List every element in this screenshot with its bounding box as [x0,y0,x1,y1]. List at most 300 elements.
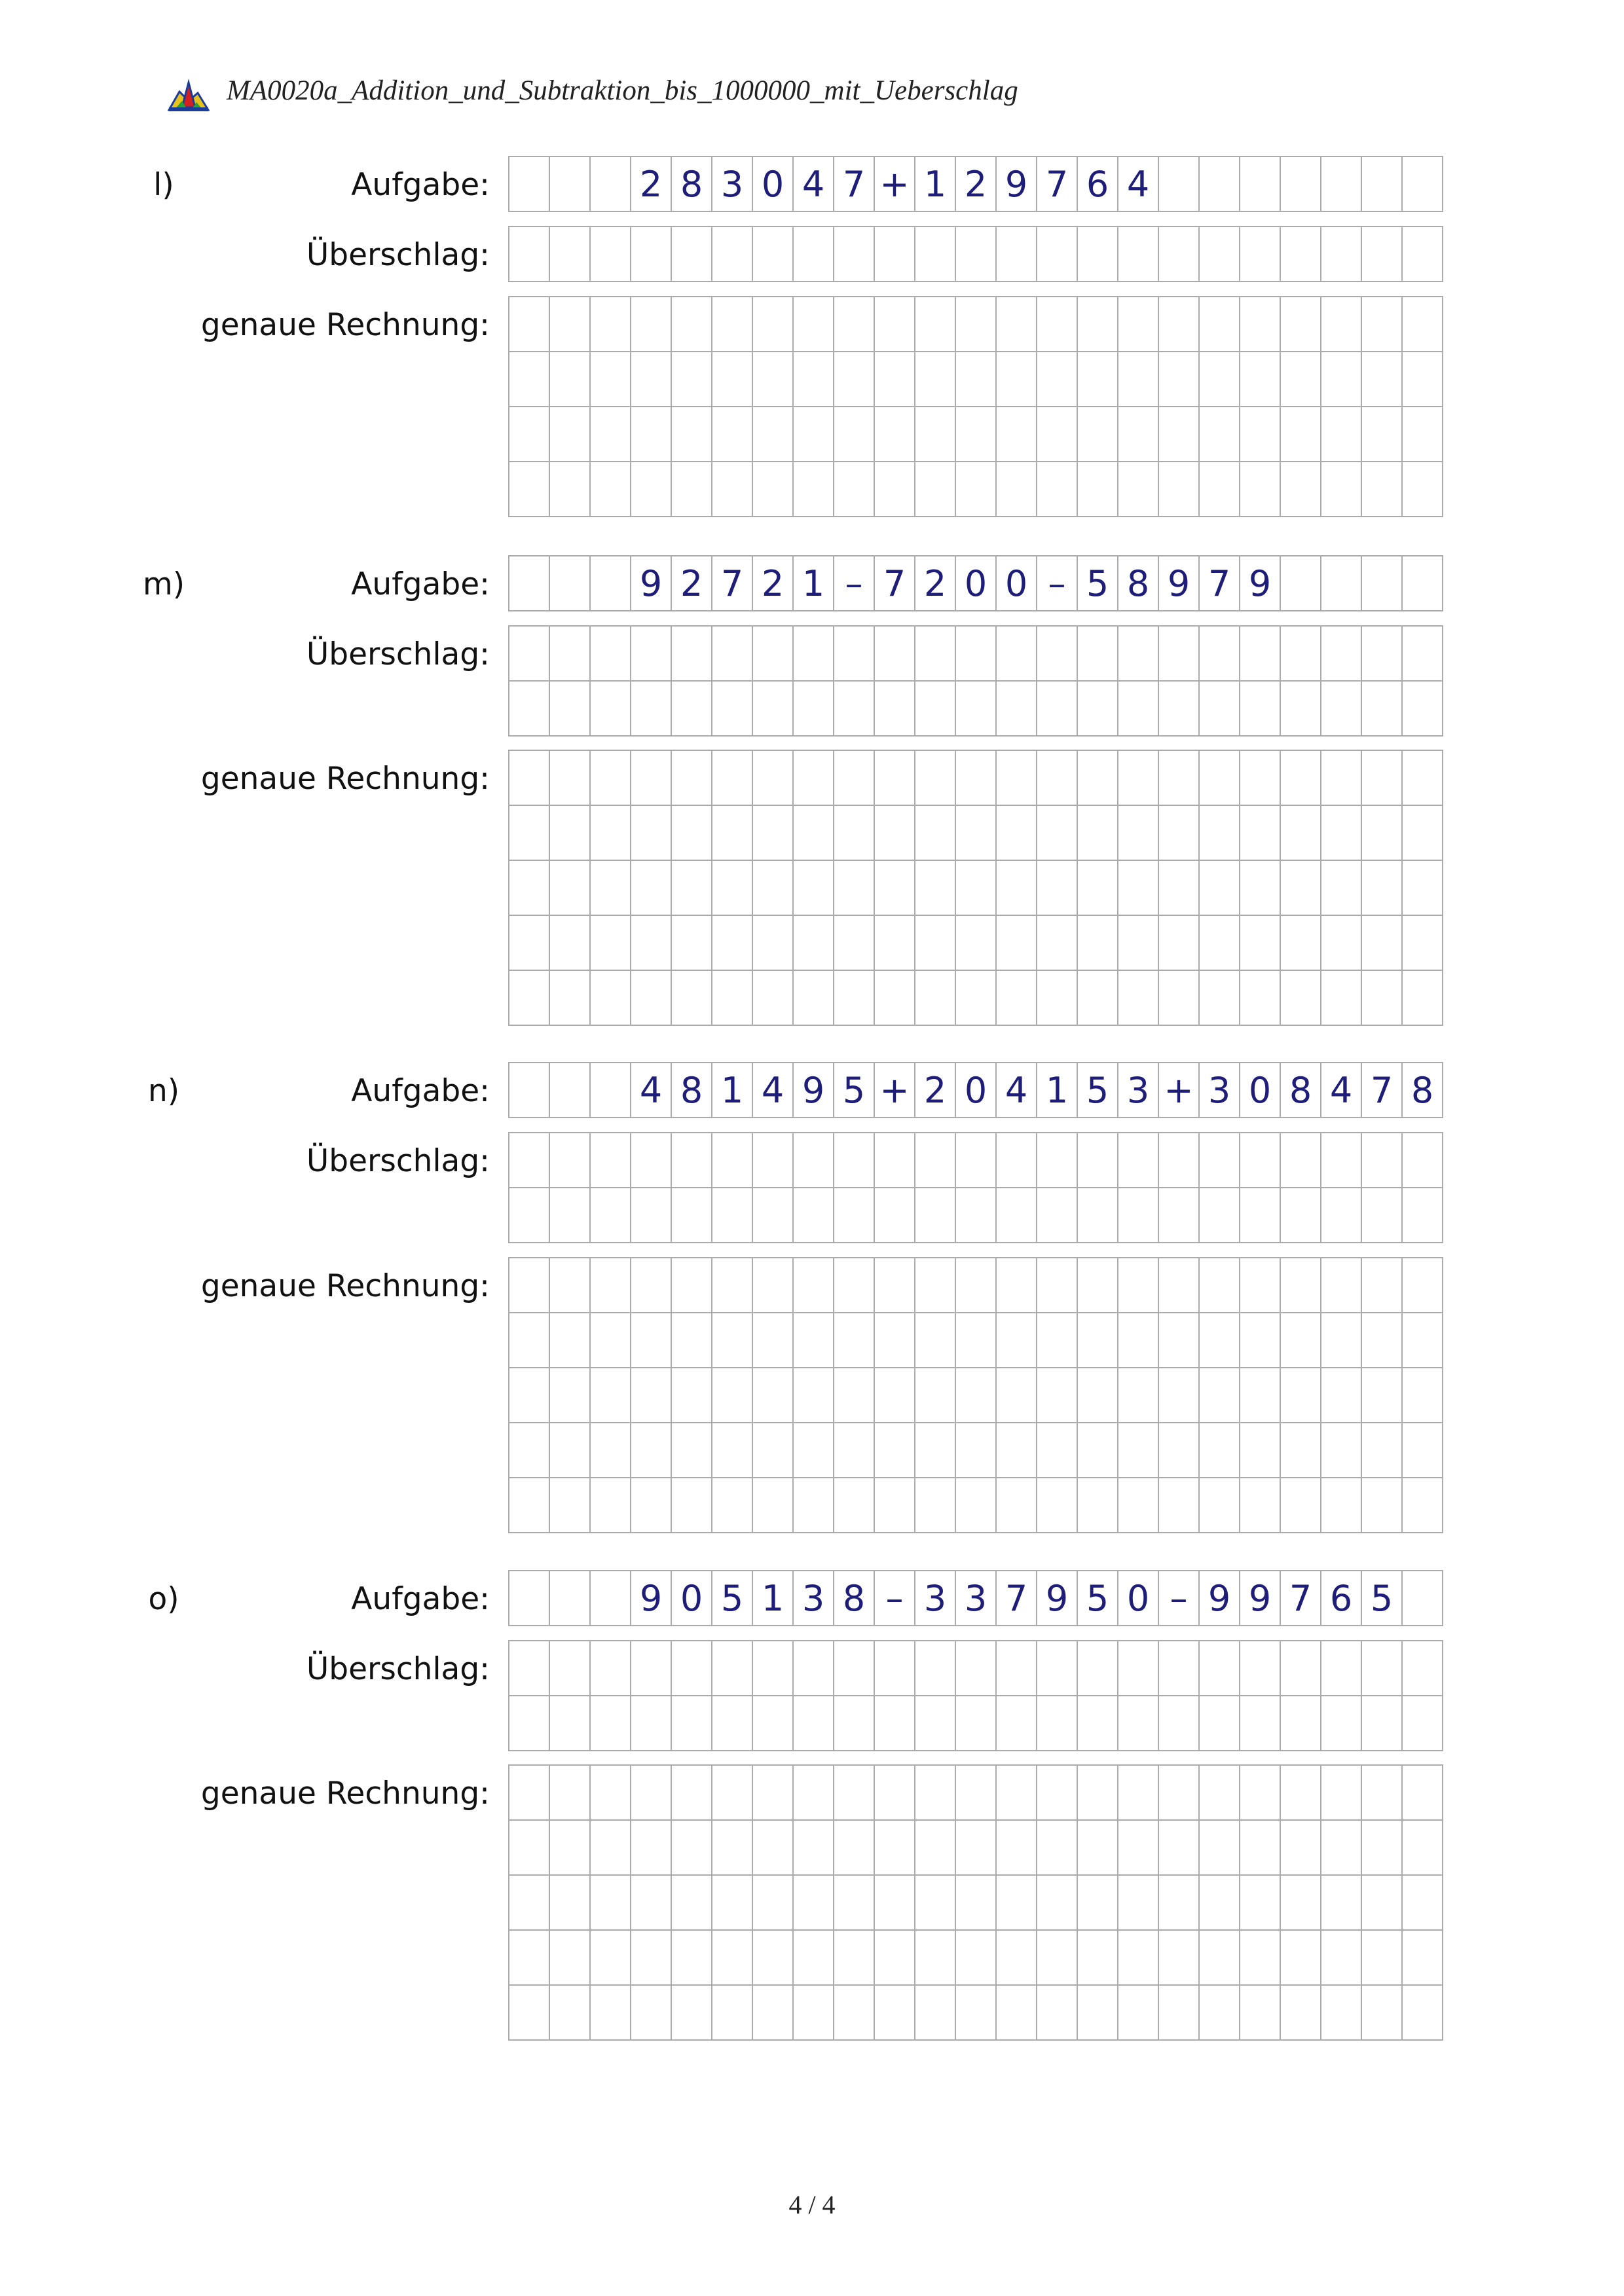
grid-cell[interactable] [550,227,591,282]
grid-cell[interactable] [753,297,794,352]
grid-cell[interactable] [1200,462,1240,517]
expression-char[interactable]: 9 [1240,1571,1281,1626]
expression-char[interactable]: 8 [672,1063,712,1118]
grid-cell[interactable] [753,1423,794,1478]
grid-cell[interactable] [1281,1766,1321,1821]
grid-cell[interactable] [1403,1696,1443,1751]
grid-cell[interactable] [1037,1696,1078,1751]
grid-cell[interactable] [1037,1478,1078,1533]
grid-cell[interactable] [1118,407,1159,462]
grid-cell[interactable] [1037,751,1078,806]
grid-cell[interactable] [1037,1423,1078,1478]
grid-cell[interactable] [672,1188,712,1243]
grid-cell[interactable] [1078,1876,1118,1931]
expression-char[interactable]: + [875,157,915,212]
grid-cell[interactable] [1403,682,1443,737]
grid-cell[interactable] [794,1313,834,1368]
aufgabe-grid[interactable] [508,1062,1443,1118]
grid-cell[interactable] [834,806,875,861]
grid-cell[interactable] [1078,916,1118,971]
grid-cell[interactable] [956,806,997,861]
grid-cell[interactable] [550,1258,591,1313]
grid-cell[interactable] [1200,352,1240,407]
expression-char[interactable]: 0 [753,157,794,212]
grid-cell[interactable] [875,627,915,682]
grid-cell[interactable] [1362,1313,1403,1368]
grid-cell[interactable] [1159,1876,1200,1931]
grid-cell[interactable] [834,1188,875,1243]
grid-cell[interactable] [1362,1188,1403,1243]
grid-cell[interactable] [1200,157,1240,212]
grid-cell[interactable] [1037,1188,1078,1243]
grid-cell[interactable] [509,157,550,212]
grid-cell[interactable] [875,1641,915,1696]
grid-cell[interactable] [915,1821,956,1876]
grid-cell[interactable] [631,297,672,352]
grid-cell[interactable] [1362,916,1403,971]
expression-char[interactable]: 3 [1118,1063,1159,1118]
grid-cell[interactable] [794,1696,834,1751]
grid-cell[interactable] [875,462,915,517]
grid-cell[interactable] [915,1313,956,1368]
grid-cell[interactable] [1118,297,1159,352]
grid-cell[interactable] [875,407,915,462]
grid-cell[interactable] [509,1258,550,1313]
grid-cell[interactable] [915,1368,956,1423]
expression-char[interactable]: 5 [1078,1063,1118,1118]
grid-cell[interactable] [956,297,997,352]
grid-cell[interactable] [631,1821,672,1876]
grid-cell[interactable] [1118,227,1159,282]
grid-cell[interactable] [712,462,753,517]
grid-cell[interactable] [997,297,1037,352]
grid-cell[interactable] [1240,751,1281,806]
grid-cell[interactable] [1200,1641,1240,1696]
grid-cell[interactable] [550,1821,591,1876]
grid-cell[interactable] [712,1313,753,1368]
grid-cell[interactable] [956,1258,997,1313]
grid-cell[interactable] [712,1821,753,1876]
grid-cell[interactable] [915,1766,956,1821]
grid-cell[interactable] [712,1188,753,1243]
grid-cell[interactable] [794,1821,834,1876]
grid-cell[interactable] [997,1258,1037,1313]
grid-cell[interactable] [997,861,1037,916]
grid-cell[interactable] [1037,627,1078,682]
grid-cell[interactable] [1078,1368,1118,1423]
grid-cell[interactable] [1321,682,1362,737]
grid-cell[interactable] [672,1821,712,1876]
grid-cell[interactable] [1321,1931,1362,1986]
grid-cell[interactable] [1362,1876,1403,1931]
grid-cell[interactable] [672,1641,712,1696]
grid-cell[interactable] [1159,971,1200,1026]
grid-cell[interactable] [1362,1696,1403,1751]
grid-cell[interactable] [753,861,794,916]
grid-cell[interactable] [591,916,631,971]
grid-cell[interactable] [794,861,834,916]
expression-char[interactable]: 1 [794,556,834,611]
grid-cell[interactable] [1078,1258,1118,1313]
grid-cell[interactable] [1159,462,1200,517]
grid-cell[interactable] [591,971,631,1026]
grid-cell[interactable] [672,1368,712,1423]
expression-char[interactable]: 5 [834,1063,875,1118]
ueberschlag-grid[interactable] [508,226,1443,282]
grid-cell[interactable] [591,556,631,611]
grid-cell[interactable] [1403,1571,1443,1626]
grid-cell[interactable] [712,1423,753,1478]
grid-cell[interactable] [875,352,915,407]
grid-cell[interactable] [1078,462,1118,517]
grid-cell[interactable] [1281,1188,1321,1243]
grid-cell[interactable] [875,682,915,737]
grid-cell[interactable] [631,1986,672,2041]
grid-cell[interactable] [712,861,753,916]
grid-cell[interactable] [509,971,550,1026]
grid-cell[interactable] [712,916,753,971]
expression-char[interactable]: 9 [1159,556,1200,611]
grid-cell[interactable] [1118,971,1159,1026]
grid-cell[interactable] [591,1063,631,1118]
expression-char[interactable]: 8 [834,1571,875,1626]
grid-cell[interactable] [753,1696,794,1751]
grid-cell[interactable] [1321,1478,1362,1533]
grid-cell[interactable] [1200,407,1240,462]
grid-cell[interactable] [997,407,1037,462]
grid-cell[interactable] [1362,1133,1403,1188]
grid-cell[interactable] [712,1931,753,1986]
grid-cell[interactable] [631,806,672,861]
grid-cell[interactable] [956,1876,997,1931]
grid-cell[interactable] [550,556,591,611]
grid-cell[interactable] [591,627,631,682]
grid-cell[interactable] [1240,157,1281,212]
grid-cell[interactable] [1240,1641,1281,1696]
grid-cell[interactable] [1159,407,1200,462]
grid-cell[interactable] [672,1696,712,1751]
grid-cell[interactable] [672,1986,712,2041]
grid-cell[interactable] [509,1931,550,1986]
grid-cell[interactable] [672,1876,712,1931]
grid-cell[interactable] [834,1876,875,1931]
grid-cell[interactable] [1362,751,1403,806]
expression-char[interactable]: 0 [1240,1063,1281,1118]
grid-cell[interactable] [1037,1368,1078,1423]
ueberschlag-grid[interactable] [508,1132,1443,1243]
grid-cell[interactable] [1321,297,1362,352]
grid-cell[interactable] [1200,227,1240,282]
grid-cell[interactable] [915,227,956,282]
grid-cell[interactable] [794,1986,834,2041]
grid-cell[interactable] [1078,352,1118,407]
grid-cell[interactable] [834,1931,875,1986]
grid-cell[interactable] [712,1133,753,1188]
grid-cell[interactable] [834,1258,875,1313]
grid-cell[interactable] [591,1258,631,1313]
grid-cell[interactable] [1403,556,1443,611]
grid-cell[interactable] [997,1696,1037,1751]
grid-cell[interactable] [1321,1821,1362,1876]
grid-cell[interactable] [591,352,631,407]
grid-cell[interactable] [1240,916,1281,971]
grid-cell[interactable] [1362,352,1403,407]
grid-cell[interactable] [509,1133,550,1188]
grid-cell[interactable] [1281,1258,1321,1313]
grid-cell[interactable] [915,297,956,352]
grid-cell[interactable] [1403,1258,1443,1313]
grid-cell[interactable] [712,297,753,352]
grid-cell[interactable] [1362,806,1403,861]
grid-cell[interactable] [1403,806,1443,861]
grid-cell[interactable] [1321,556,1362,611]
grid-cell[interactable] [1281,861,1321,916]
grid-cell[interactable] [1159,682,1200,737]
grid-cell[interactable] [1321,157,1362,212]
grid-cell[interactable] [509,682,550,737]
grid-cell[interactable] [509,627,550,682]
grid-cell[interactable] [631,1133,672,1188]
grid-cell[interactable] [915,1931,956,1986]
expression-char[interactable]: 3 [794,1571,834,1626]
grid-cell[interactable] [631,1258,672,1313]
grid-cell[interactable] [956,1641,997,1696]
grid-cell[interactable] [509,1571,550,1626]
grid-cell[interactable] [834,971,875,1026]
grid-cell[interactable] [1159,1258,1200,1313]
grid-cell[interactable] [1200,806,1240,861]
grid-cell[interactable] [509,407,550,462]
grid-cell[interactable] [1200,1986,1240,2041]
grid-cell[interactable] [631,1641,672,1696]
grid-cell[interactable] [1078,1821,1118,1876]
grid-cell[interactable] [509,1821,550,1876]
grid-cell[interactable] [1118,352,1159,407]
grid-cell[interactable] [591,1821,631,1876]
grid-cell[interactable] [753,1313,794,1368]
grid-cell[interactable] [550,1063,591,1118]
grid-cell[interactable] [915,1696,956,1751]
grid-cell[interactable] [550,916,591,971]
grid-cell[interactable] [1403,1423,1443,1478]
grid-cell[interactable] [753,462,794,517]
grid-cell[interactable] [631,352,672,407]
grid-cell[interactable] [1118,806,1159,861]
grid-cell[interactable] [1403,407,1443,462]
grid-cell[interactable] [591,227,631,282]
grid-cell[interactable] [509,1986,550,2041]
grid-cell[interactable] [591,1423,631,1478]
grid-cell[interactable] [834,297,875,352]
grid-cell[interactable] [1159,916,1200,971]
grid-cell[interactable] [672,1133,712,1188]
grid-cell[interactable] [672,806,712,861]
grid-cell[interactable] [1200,1696,1240,1751]
grid-cell[interactable] [631,1478,672,1533]
grid-cell[interactable] [631,861,672,916]
grid-cell[interactable] [915,751,956,806]
expression-char[interactable]: 7 [712,556,753,611]
grid-cell[interactable] [1403,861,1443,916]
grid-cell[interactable] [1078,1313,1118,1368]
grid-cell[interactable] [915,1258,956,1313]
grid-cell[interactable] [956,1133,997,1188]
grid-cell[interactable] [1321,627,1362,682]
grid-cell[interactable] [915,861,956,916]
grid-cell[interactable] [1078,682,1118,737]
grid-cell[interactable] [1321,806,1362,861]
grid-cell[interactable] [1078,806,1118,861]
grid-cell[interactable] [1240,1423,1281,1478]
expression-char[interactable]: 9 [794,1063,834,1118]
grid-cell[interactable] [1321,1423,1362,1478]
grid-cell[interactable] [591,462,631,517]
grid-cell[interactable] [1281,1478,1321,1533]
grid-cell[interactable] [956,1313,997,1368]
grid-cell[interactable] [591,1478,631,1533]
grid-cell[interactable] [753,1931,794,1986]
grid-cell[interactable] [509,1478,550,1533]
grid-cell[interactable] [997,627,1037,682]
grid-cell[interactable] [712,1766,753,1821]
grid-cell[interactable] [591,1313,631,1368]
grid-cell[interactable] [1118,1188,1159,1243]
grid-cell[interactable] [1200,1766,1240,1821]
grid-cell[interactable] [1321,1766,1362,1821]
grid-cell[interactable] [1281,407,1321,462]
grid-cell[interactable] [1281,1986,1321,2041]
grid-cell[interactable] [550,1478,591,1533]
grid-cell[interactable] [1321,751,1362,806]
grid-cell[interactable] [875,751,915,806]
grid-cell[interactable] [753,1478,794,1533]
grid-cell[interactable] [712,1986,753,2041]
grid-cell[interactable] [1321,1313,1362,1368]
grid-cell[interactable] [834,1696,875,1751]
grid-cell[interactable] [672,751,712,806]
grid-cell[interactable] [956,407,997,462]
grid-cell[interactable] [550,1368,591,1423]
grid-cell[interactable] [550,297,591,352]
grid-cell[interactable] [1200,1876,1240,1931]
grid-cell[interactable] [1281,751,1321,806]
grid-cell[interactable] [1362,227,1403,282]
grid-cell[interactable] [1281,1931,1321,1986]
grid-cell[interactable] [997,1876,1037,1931]
grid-cell[interactable] [753,1821,794,1876]
grid-cell[interactable] [1118,1876,1159,1931]
expression-char[interactable]: 4 [997,1063,1037,1118]
expression-char[interactable]: 5 [1362,1571,1403,1626]
grid-cell[interactable] [1403,227,1443,282]
grid-cell[interactable] [753,352,794,407]
grid-cell[interactable] [1321,1696,1362,1751]
grid-cell[interactable] [1037,861,1078,916]
grid-cell[interactable] [1281,971,1321,1026]
grid-cell[interactable] [1037,1986,1078,2041]
grid-cell[interactable] [875,861,915,916]
expression-char[interactable]: 9 [1037,1571,1078,1626]
grid-cell[interactable] [1078,1766,1118,1821]
grid-cell[interactable] [1037,1258,1078,1313]
grid-cell[interactable] [1078,627,1118,682]
grid-cell[interactable] [1403,1641,1443,1696]
grid-cell[interactable] [753,1368,794,1423]
grid-cell[interactable] [1037,971,1078,1026]
grid-cell[interactable] [509,1641,550,1696]
grid-cell[interactable] [997,751,1037,806]
grid-cell[interactable] [753,627,794,682]
grid-cell[interactable] [1403,157,1443,212]
grid-cell[interactable] [1037,1313,1078,1368]
expression-char[interactable]: 9 [1200,1571,1240,1626]
grid-cell[interactable] [1200,1368,1240,1423]
grid-cell[interactable] [712,806,753,861]
grid-cell[interactable] [875,297,915,352]
grid-cell[interactable] [1362,1368,1403,1423]
expression-char[interactable]: 8 [1118,556,1159,611]
grid-cell[interactable] [1037,1133,1078,1188]
grid-cell[interactable] [591,1368,631,1423]
grid-cell[interactable] [672,861,712,916]
grid-cell[interactable] [1200,916,1240,971]
grid-cell[interactable] [1200,1821,1240,1876]
grid-cell[interactable] [1403,916,1443,971]
expression-char[interactable]: 4 [753,1063,794,1118]
grid-cell[interactable] [712,1478,753,1533]
grid-cell[interactable] [1159,352,1200,407]
grid-cell[interactable] [956,1986,997,2041]
grid-cell[interactable] [1403,1368,1443,1423]
grid-cell[interactable] [1118,861,1159,916]
expression-char[interactable]: 7 [1281,1571,1321,1626]
expression-char[interactable]: 4 [794,157,834,212]
grid-cell[interactable] [550,1188,591,1243]
grid-cell[interactable] [1240,227,1281,282]
expression-char[interactable]: 9 [997,157,1037,212]
grid-cell[interactable] [794,227,834,282]
grid-cell[interactable] [875,916,915,971]
grid-cell[interactable] [1159,1313,1200,1368]
grid-cell[interactable] [794,1931,834,1986]
grid-cell[interactable] [672,1313,712,1368]
grid-cell[interactable] [591,1876,631,1931]
expression-char[interactable]: 2 [915,1063,956,1118]
grid-cell[interactable] [550,682,591,737]
grid-cell[interactable] [712,1641,753,1696]
grid-cell[interactable] [834,1368,875,1423]
grid-cell[interactable] [1159,1821,1200,1876]
grid-cell[interactable] [1118,682,1159,737]
grid-cell[interactable] [1200,971,1240,1026]
grid-cell[interactable] [550,1931,591,1986]
expression-char[interactable]: 5 [712,1571,753,1626]
grid-cell[interactable] [794,1766,834,1821]
grid-cell[interactable] [1403,1313,1443,1368]
grid-cell[interactable] [1078,1641,1118,1696]
grid-cell[interactable] [1037,1821,1078,1876]
expression-char[interactable]: – [875,1571,915,1626]
grid-cell[interactable] [1403,1986,1443,2041]
grid-cell[interactable] [672,297,712,352]
grid-cell[interactable] [1240,1821,1281,1876]
grid-cell[interactable] [550,627,591,682]
grid-cell[interactable] [1037,352,1078,407]
grid-cell[interactable] [1321,352,1362,407]
grid-cell[interactable] [712,352,753,407]
grid-cell[interactable] [1240,1876,1281,1931]
grid-cell[interactable] [672,1766,712,1821]
